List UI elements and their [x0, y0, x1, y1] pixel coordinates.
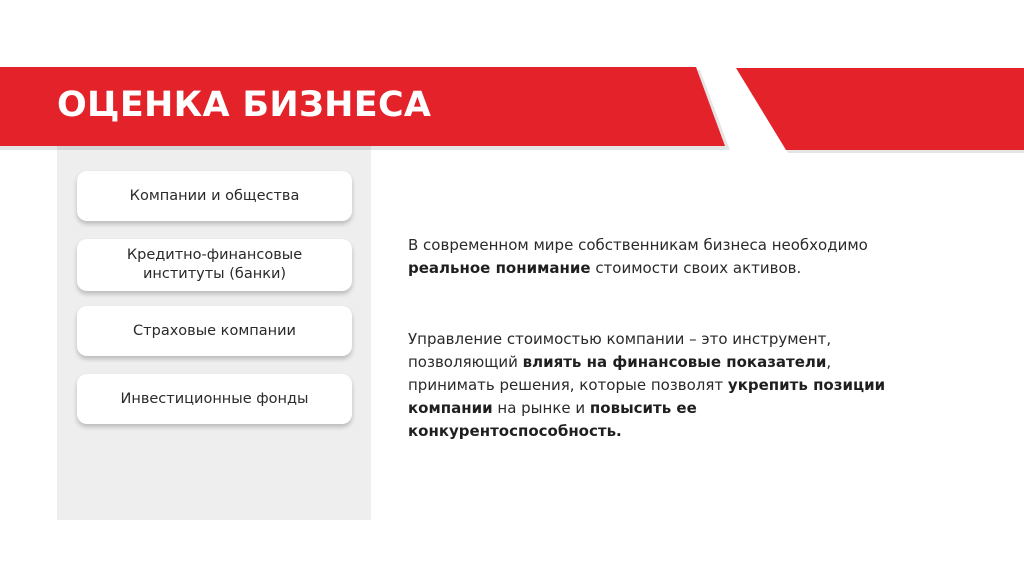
description-paragraph-1 — [408, 234, 908, 280]
category-card-label: Инвестиционные фонды — [120, 390, 309, 407]
paragraph-emphasis: укрепить позиции компании — [408, 376, 886, 417]
category-card-insurance — [77, 306, 352, 356]
paragraph-emphasis: влиять на финансовые показатели — [522, 353, 827, 371]
paragraph-emphasis: повысить ее конкурентоспособность. — [408, 399, 697, 440]
category-card-companies — [77, 171, 352, 221]
banner-right-shape — [736, 68, 1024, 150]
description-paragraph-2 — [408, 328, 908, 443]
category-card-label: Страховые компании — [133, 322, 296, 339]
paragraph-text: стоимости своих активов. — [590, 259, 802, 277]
paragraph-emphasis: реальное понимание — [408, 259, 591, 277]
category-card-funds — [77, 374, 352, 424]
category-card-label: Компании и общества — [129, 187, 300, 204]
paragraph-text: на рынке и — [492, 399, 590, 417]
category-card-label: Кредитно-финансовые институты (банки) — [126, 247, 303, 282]
paragraph-text: В современном мире собственникам бизнеса необходимо — [408, 236, 868, 254]
category-card-banks — [77, 239, 352, 291]
paragraph-text: , принимать решения, которые позволят — [408, 353, 832, 394]
page-title: ОЦЕНКА БИЗНЕСА — [57, 85, 432, 125]
paragraph-text: Управление стоимостью компании – это инструмент, позволяющий — [408, 330, 832, 371]
title-banner — [0, 0, 1024, 160]
